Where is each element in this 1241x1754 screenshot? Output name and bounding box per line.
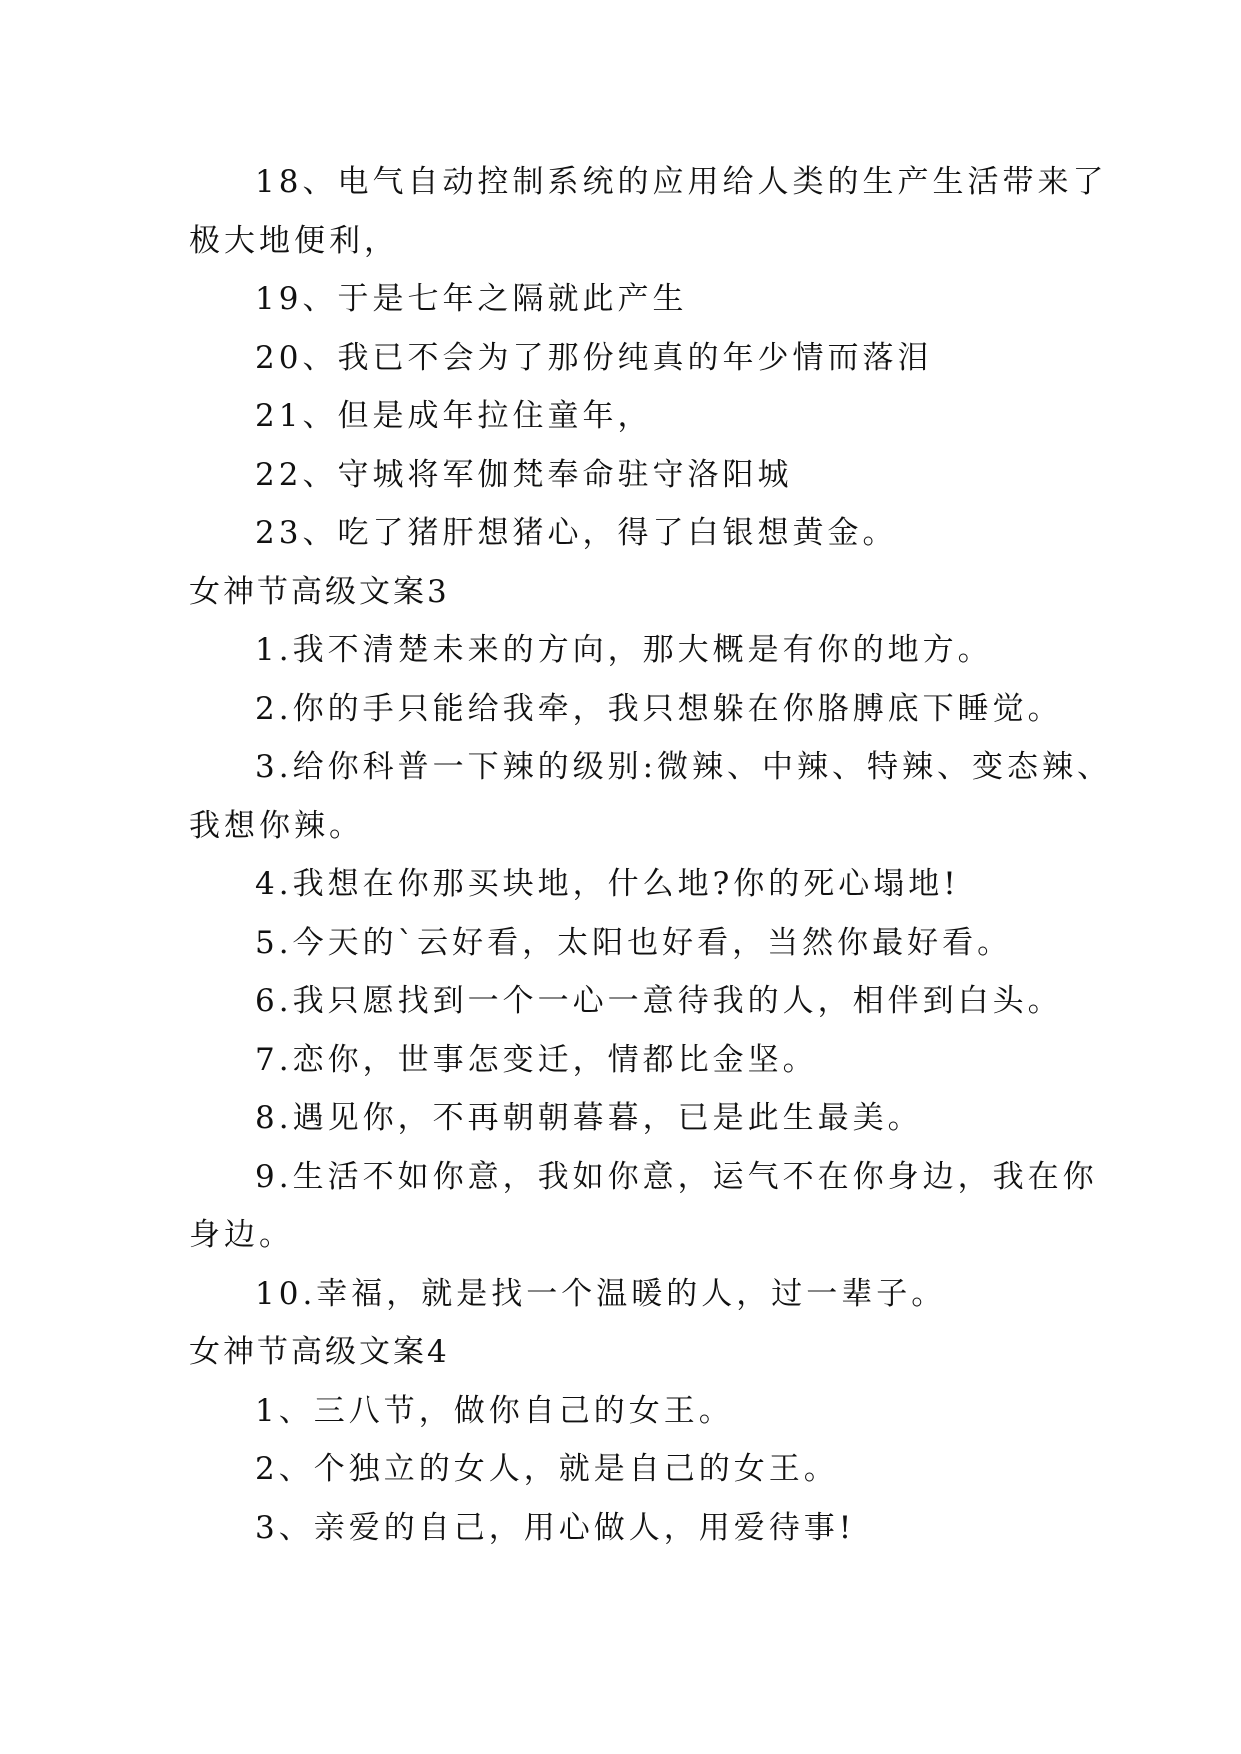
- list-item: 23、吃了猪肝想猪心，得了白银想黄金。: [255, 515, 898, 551]
- list-item: 9.生活不如你意，我如你意，运气不在你身边，我在你: [255, 1158, 1098, 1195]
- list-item-continuation: 极大地便利，: [189, 222, 399, 259]
- section-heading: 女神节高级文案3: [189, 573, 450, 610]
- list-item: 8.遇见你，不再朝朝暮暮，已是此生最美。: [255, 1100, 923, 1136]
- list-item: 22、守城将军伽梵奉命驻守洛阳城: [255, 456, 793, 493]
- list-item: 5.今天的`云好看，太阳也好看，当然你最好看。: [255, 924, 1013, 961]
- list-item: 3、亲爱的自己，用心做人，用爱待事!: [255, 1509, 856, 1546]
- list-item: 3.给你科普一下辣的级别:微辣、中辣、特辣、变态辣、: [255, 749, 1113, 785]
- section-heading: 女神节高级文案4: [189, 1334, 450, 1370]
- list-item: 7.恋你，世事怎变迁，情都比金坚。: [255, 1041, 818, 1078]
- list-item: 2.你的手只能给我牵，我只想躲在你胳膊底下睡觉。: [255, 690, 1063, 727]
- list-item: 1、三八节，做你自己的女王。: [255, 1392, 734, 1429]
- list-item: 2、个独立的女人，就是自己的女王。: [255, 1451, 839, 1487]
- list-item: 21、但是成年拉住童年，: [255, 398, 653, 434]
- list-item: 20、我已不会为了那份纯真的年少情而落泪: [255, 339, 933, 376]
- document-body: [189, 153, 1113, 1557]
- list-item: 19、于是七年之隔就此产生: [255, 281, 688, 317]
- list-item-continuation: 我想你辣。: [189, 807, 364, 844]
- list-item: 10.幸福，就是找一个温暖的人，过一辈子。: [255, 1275, 947, 1312]
- list-item: 6.我只愿找到一个一心一意待我的人，相伴到白头。: [255, 983, 1063, 1019]
- list-item: 4.我想在你那买块地，什么地?你的死心塌地!: [255, 866, 960, 902]
- list-item: 1.我不清楚未来的方向，那大概是有你的地方。: [255, 632, 993, 668]
- list-item-continuation: 身边。: [189, 1217, 294, 1253]
- list-item: 18、电气自动控制系统的应用给人类的生产生活带来了: [255, 164, 1108, 200]
